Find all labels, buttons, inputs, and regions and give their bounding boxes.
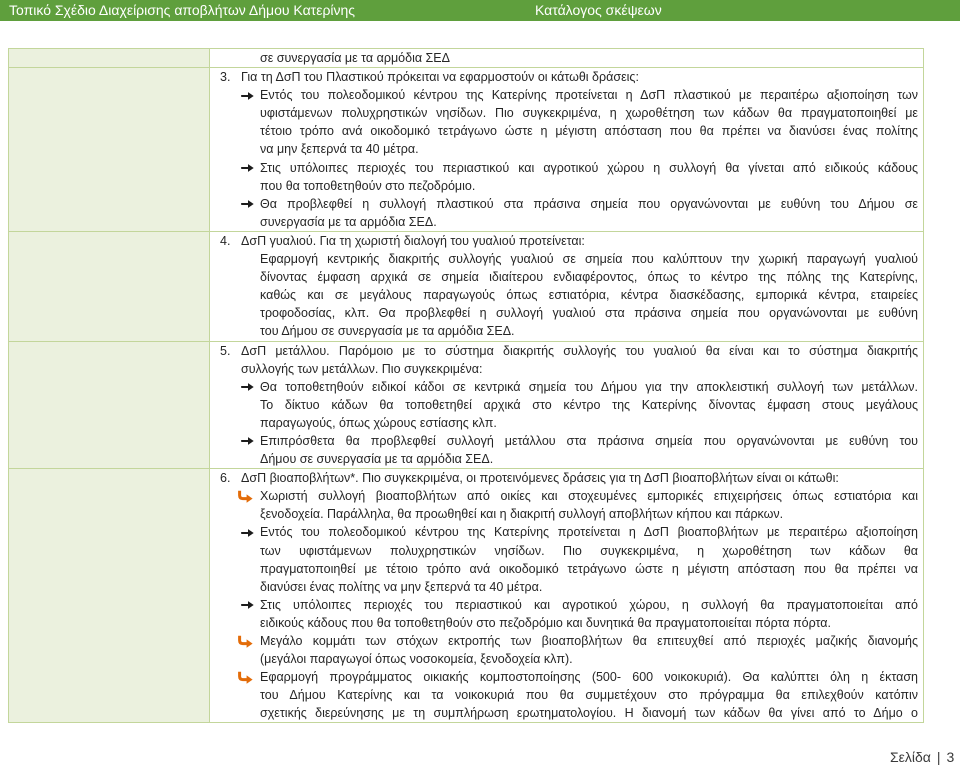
bullet-item xyxy=(210,378,923,432)
arrow-right-icon xyxy=(241,91,254,101)
text-line: Δήμου σε συνεργασία με τα αρμόδια ΣΕΔ. xyxy=(260,452,494,467)
heading-text-line: ΔσΠ γυαλιού. Για τη χωριστή διαλογή του γυαλιού προτείνεται: xyxy=(241,233,585,248)
text-line: Εφαρμογή κεντρικής διακριτής συλλογής γυαλιού σε σημεία που καλύπτουν την χωρική παραγωγή γυαλιού xyxy=(260,252,918,267)
content-cell xyxy=(210,342,923,469)
text-line: Χωριστή συλλογή βιοαποβλήτων από οικίες και στοχευμένες εμπορικές επιχειρήσεις όπως εστιατόρια και xyxy=(260,489,918,504)
table-row xyxy=(9,468,923,722)
bullet-first-line xyxy=(210,487,923,505)
content-cell xyxy=(210,49,923,67)
page-separator: | xyxy=(936,749,941,765)
table-row xyxy=(9,341,923,469)
arrow-right-icon xyxy=(241,436,254,446)
item-number: 6. xyxy=(220,471,231,486)
heading-text-line: ΔσΠ μετάλλου. Παρόμοιο με το σύστημα διακριτής συλλογής του γυαλιού θα είναι και το σύστημα διακριτής xyxy=(241,343,918,358)
actions-table xyxy=(8,48,924,723)
bullet-item xyxy=(210,159,923,195)
document-title: Τοπικό Σχέδιο Διαχείρισης αποβλήτων Δήμου Κατερίνης xyxy=(9,2,356,18)
text-line: (μεγάλοι παραγωγοί όπως νοσοκομεία, ξενοδοχεία κλπ). xyxy=(260,652,573,667)
bullet-first-line xyxy=(210,668,923,686)
text-line: καθώς και σε μεγάλους παραγωγούς όπως εστιατόρια, κέντρα διασκέδασης, εμπορικά κέντρα, εταιρείες xyxy=(260,288,918,303)
text-line: Επιπρόσθετα θα προβλεφθεί συλλογή μετάλλου στα πράσινα σημεία που οργανώνονται με ευθύνη του xyxy=(260,433,918,448)
text-line: πραγματοποιηθεί με τέτοιο τρόπο ανά οικοδομικό τετράγωνο ώστε η μέγιστη απόσταση που θα πρέπει να xyxy=(260,561,918,576)
text-line: υφιστάμενων πολυχρηστικών νησίδων. Πιο συγκεκριμένα, η χωροθέτηση των κάδων θα πραγματοποιηθεί με xyxy=(260,106,918,121)
bullet-item xyxy=(210,668,923,722)
curved-arrow-icon xyxy=(237,635,253,648)
text-line: τέτοιο τρόπο ανά οικοδομικό τετράγωνο ώστε η μέγιστη απόσταση που θα πρέπει να διανύσει ένας πολίτης xyxy=(260,124,918,139)
text-line: τροφοδοσίας, κλπ. Θα προβλεφθεί η συλλογή γυαλιού στα πράσινα σημεία που οργανώνονται με ευθύνη xyxy=(260,306,918,321)
heading-text-line: ΔσΠ βιοαποβλήτων*. Πιο συγκεκριμένα, οι προτεινόμενες δράσεις για τη ΔσΠ βιοαποβλήτων είναι οι κάτωθι: xyxy=(241,471,839,486)
table-row xyxy=(9,67,923,231)
item-number: 3. xyxy=(220,70,231,85)
arrow-right-icon xyxy=(241,528,254,538)
curved-arrow-icon xyxy=(237,671,253,684)
item-heading xyxy=(210,342,923,378)
text-line: να μην ξεπερνά τα 40 μέτρα. xyxy=(260,142,419,157)
item-number: 5. xyxy=(220,343,231,358)
header-bar xyxy=(0,0,960,21)
content-cell xyxy=(210,232,923,341)
label-cell xyxy=(9,232,210,341)
text-line: Μεγάλο κομμάτι των στόχων εκτροπής των βιοαποβλήτων θα επιτευχθεί από περιοχές μαζικής διανομής xyxy=(260,634,918,648)
text-line: ξενοδοχεία. Παράλληλα, θα προωθηθεί και η διακριτή συλλογή αποβλήτων κήπου και πάρκων. xyxy=(260,507,784,522)
page-footer xyxy=(890,748,954,766)
text-line: Εντός του πολεοδομικού κέντρου της Κατερίνης προτείνεται η ΔσΠ πλαστικού με περαιτέρω αξιοποίηση των xyxy=(260,88,918,103)
bullet-first-line xyxy=(210,596,923,614)
bullet-item xyxy=(210,523,923,595)
text-line: των υφιστάμενων πολυχρηστικών νησίδων. Πιο συγκεκριμένα, η χωροθέτηση των κάδων θα xyxy=(260,543,918,558)
heading-text-line: συλλογής των μετάλλων. Πιο συγκεκριμένα: xyxy=(241,361,483,376)
text-line: σχετικής διερεύνησης με τη συμπλήρωση ερωτηματολογίου. Η διανομή των κάδων θα γίνει από το Δήμο ο xyxy=(260,706,918,721)
paragraph xyxy=(210,250,923,340)
label-cell xyxy=(9,68,210,231)
content-cell xyxy=(210,469,923,722)
bullet-first-line xyxy=(210,159,923,177)
text-line: του Δήμου Κατερίνης και τα νοικοκυριά που θα συμμετέχουν στο πρόγραμμα θα επιλεχθούν κατόπιν xyxy=(260,688,918,703)
arrow-right-icon xyxy=(241,199,254,209)
table-row xyxy=(9,231,923,341)
text-line: Στις υπόλοιπες περιοχές του περιαστικού και αγροτικού χώρου, η συλλογή θα πραγματοποιείται από xyxy=(260,597,918,612)
arrow-right-icon xyxy=(241,163,254,173)
heading-text-line: Για τη ΔσΠ του Πλαστικού πρόκειται να εφαρμοστούν οι κάτωθι δράσεις: xyxy=(241,70,639,85)
bullet-first-line xyxy=(210,432,923,450)
bullet-first-line xyxy=(210,86,923,104)
bullet-item xyxy=(210,596,923,632)
text-line: Στις υπόλοιπες περιοχές του περιαστικού και αγροτικού χώρου η συλλογή θα γίνεται από ειδικούς κάδους xyxy=(260,160,918,175)
text-line: που θα τοποθετηθούν στο πεζοδρόμιο. xyxy=(260,178,476,193)
bullet-item xyxy=(210,487,923,523)
item-heading xyxy=(210,68,923,86)
page-number: 3 xyxy=(946,749,955,765)
text-line: ειδικούς κάδους που θα τοποθετηθούν στο πεζοδρόμιο και δυνητικά θα πραγματοποιείται πόρτα πόρτα. xyxy=(260,615,831,630)
text-line: συνεργασία με τα αρμόδια ΣΕΔ. xyxy=(260,214,437,229)
bullet-item xyxy=(210,632,923,668)
item-number: 4. xyxy=(220,233,231,248)
label-cell xyxy=(9,342,210,469)
page-label: Σελίδα xyxy=(890,749,931,765)
bullet-item xyxy=(210,195,923,231)
text-line: διανύσει ένας πολίτης να μην ξεπερνά τα 40 μέτρα. xyxy=(260,579,543,594)
text-line: δίνοντας έμφαση αρχικά σε σημεία ιδιαίτερου ενδιαφέροντος, όπως το κέντρο της πόλης της Κατερίνης, xyxy=(260,270,918,285)
label-cell xyxy=(9,469,210,722)
bullet-item xyxy=(210,432,923,468)
bullet-first-line xyxy=(210,523,923,541)
text-line: Θα τοποθετηθούν ειδικοί κάδοι σε κεντρικά σημεία του Δήμου για την αποκλειστική συλλογή των μετάλλων. xyxy=(260,379,918,394)
label-cell xyxy=(9,49,210,67)
continuation-text-line: σε συνεργασία με τα αρμόδια ΣΕΔ xyxy=(260,51,450,65)
text-line: του Δήμου σε συνεργασία με τα αρμόδια ΣΕΔ. xyxy=(260,324,515,339)
text-line: παραγωγούς, όπως χώρους εστίασης κλπ. xyxy=(260,415,497,430)
text-line: Εντός του πολεοδομικού κέντρου της Κατερίνης προτείνεται η ΔσΠ βιοαποβλήτων με περαιτέρω αξιοποίηση xyxy=(260,525,918,540)
arrow-right-icon xyxy=(241,600,254,610)
bullet-first-line xyxy=(210,195,923,213)
curved-arrow-icon xyxy=(237,490,253,503)
item-heading xyxy=(210,232,923,250)
bullet-first-line xyxy=(210,632,923,650)
section-title: Κατάλογος σκέψεων xyxy=(535,2,662,18)
heading-first-line xyxy=(210,342,923,360)
bullet-first-line xyxy=(210,378,923,396)
arrow-right-icon xyxy=(241,382,254,392)
table-row xyxy=(9,48,923,67)
item-heading xyxy=(210,469,923,487)
text-line: Θα προβλεφθεί η συλλογή πλαστικού στα πράσινα σημεία που οργανώνονται με ευθύνη του Δήμου σε xyxy=(260,196,918,211)
bullet-item xyxy=(210,86,923,158)
text-line: Το δίκτυο κάδων θα τοποθετηθεί αρχικά στο κέντρο της Κατερίνης δίνοντας έμφαση στους μεγάλους xyxy=(260,397,918,412)
content-cell xyxy=(210,68,923,231)
text-line: Εφαρμογή προγράμματος οικιακής κομποστοποίησης (500- 600 νοικοκυριά). Θα καλύπτει όλη η έκταση xyxy=(260,670,918,685)
